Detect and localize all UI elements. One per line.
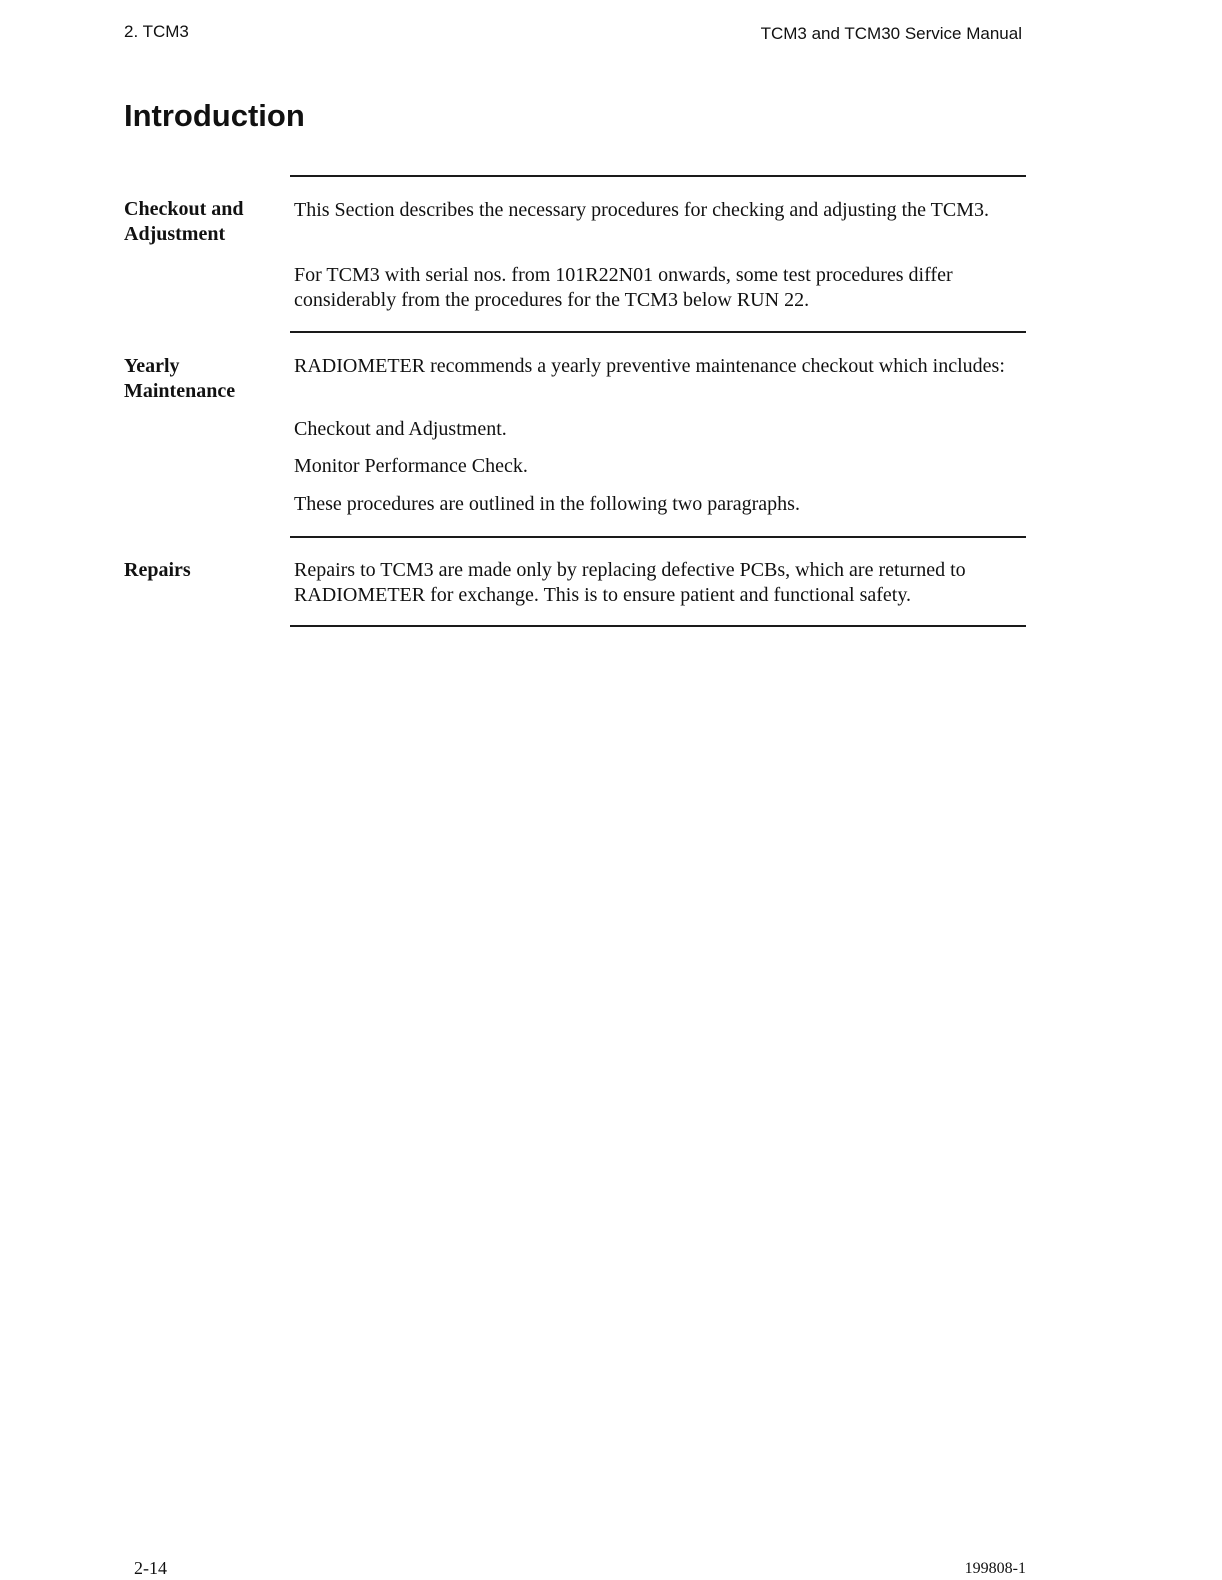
manual-title-header: TCM3 and TCM30 Service Manual: [760, 24, 1022, 43]
section-heading-yearly: Yearly Maintenance: [124, 355, 236, 402]
section-divider: [290, 331, 1026, 333]
section-divider: [290, 175, 1026, 177]
page-title: Introduction: [124, 98, 305, 133]
checkout-paragraph-2: For TCM3 with serial nos. from 101R22N01 onwards, some test procedures differ considerably from the procedures for the TCM3 below RUN 22.: [294, 264, 953, 311]
yearly-paragraph-4: These procedures are outlined in the following two paragraphs.: [294, 493, 800, 515]
chapter-header: 2. TCM3: [124, 22, 189, 41]
section-divider: [290, 536, 1026, 538]
checkout-paragraph-1: This Section describes the necessary procedures for checking and adjusting the TCM3.: [294, 199, 989, 221]
section-heading-repairs: Repairs: [124, 559, 191, 581]
document-number: 199808-1: [964, 1560, 1026, 1577]
section-divider: [290, 625, 1026, 627]
section-heading-checkout: Checkout and Adjustment: [124, 198, 244, 245]
yearly-paragraph-3: Monitor Performance Check.: [294, 455, 528, 477]
yearly-paragraph-2: Checkout and Adjustment.: [294, 418, 507, 440]
repairs-paragraph: Repairs to TCM3 are made only by replacing defective PCBs, which are returned to RADIOMETER for exchange. This is to ensure patient and functional safety.: [294, 559, 966, 606]
yearly-paragraph-1: RADIOMETER recommends a yearly preventive maintenance checkout which includes:: [294, 355, 1005, 377]
page-number: 2-14: [134, 1558, 167, 1578]
